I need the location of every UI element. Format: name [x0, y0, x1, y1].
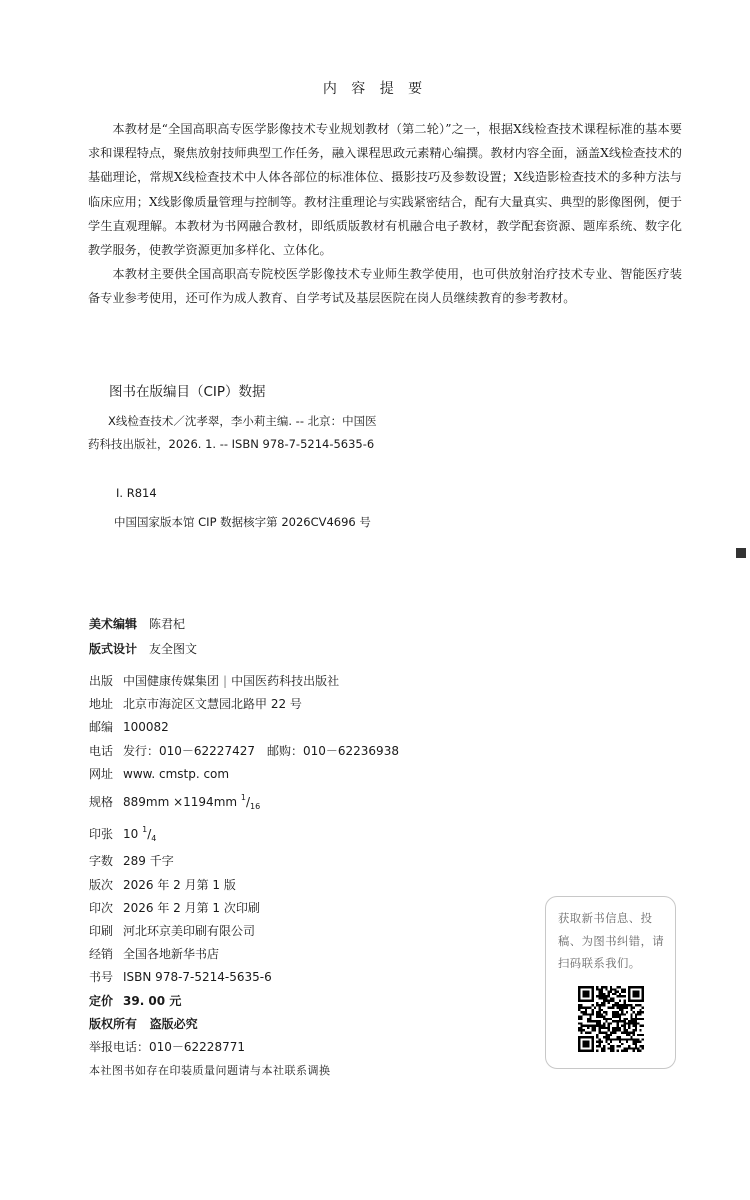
spec-phone: [89, 740, 399, 763]
spec-value: 10: [123, 827, 143, 842]
spec-label: 网址: [89, 766, 114, 781]
spec-value: 289 千字: [123, 854, 174, 869]
fraction-denominator: 16: [250, 802, 261, 812]
spec-label: 印次: [89, 900, 114, 915]
summary-paragraph-2: 本教材主要供全国高职高专院校医学影像技术专业师生教学使用，也可供放射治疗技术专业、智能医疗装备专业参考使用，还可作为成人教育、自学考试及基层医院在岗人员继续教育的参考教材。: [88, 267, 682, 306]
spec-value: ISBN 978-7-5214-5635-6: [123, 970, 272, 985]
summary-paragraph-1: 本教材是“全国高职高专医学影像技术专业规划教材（第二轮）”之一，根据X线检查技术课程标准的基本要求和课程特点，聚焦放射技师典型工作任务，融入课程思政元素精心编撰。教材内容全面，涵盖X线检查技术的基础理论，常规X线检查技术中人体各部位的标准体位、摄影技巧及参数设置；X线造影检查技术的多种方法与临床应用；X线影像质量管理与控制等。教材注重理论与实践紧密结合，配有大量真实、典型的影像图例，便于学生直观理解。本教材为书网融合教材，即纸质版教材有机融合电子教材，教学配套资源、题库系统、数字化教学服务，使教学资源更加多样化、立体化。: [88, 122, 682, 258]
spec-value: 2026 年 2 月第 1 次印刷: [123, 900, 260, 915]
page-title: 内 容 提 要: [322, 81, 428, 97]
edge-square-icon: [736, 548, 746, 558]
spec-isbn: [89, 966, 399, 989]
qr-instruction-text: 获取新书信息、投稿、为图书纠错，请扫码联系我们。: [558, 912, 665, 970]
spec-label: 印张: [89, 827, 114, 842]
spec-printing: [89, 897, 399, 920]
spec-value: 2026 年 2 月第 1 版: [123, 877, 236, 892]
spec-label: 印刷: [89, 924, 114, 939]
spec-label: 邮编: [89, 720, 114, 735]
spec-label: 版次: [89, 877, 114, 892]
publication-specs: [89, 670, 399, 1082]
spec-value: 北京市海淀区文慧园北路甲 22 号: [123, 697, 302, 712]
spec-label: 经销: [89, 947, 114, 962]
spec-website: [89, 763, 399, 786]
website-link[interactable]: www. cmstp. com: [123, 766, 230, 781]
side-edge-mark: [736, 548, 750, 561]
copyright-statement: [89, 1013, 399, 1036]
copyright-value: 盗版必究: [149, 1016, 198, 1031]
credit-art-editor: [89, 612, 197, 637]
spec-label: 电话: [89, 743, 114, 758]
credit-layout: [89, 637, 197, 662]
spec-label: 书号: [89, 970, 114, 985]
credit-value: 陈君杞: [149, 617, 186, 631]
fraction-denominator: 4: [151, 834, 157, 844]
report-phone: 举报电话：010－62228771: [89, 1040, 245, 1055]
fraction-numerator: 1: [142, 825, 148, 835]
fraction-slash: /: [147, 827, 152, 842]
spec-address: [89, 693, 399, 716]
spec-value: 889mm ×1194mm: [123, 795, 241, 810]
spec-value: 河北环京美印刷有限公司: [123, 924, 256, 939]
quality-notice: 本社图书如存在印装质量问题请与本社联系调换: [89, 1064, 331, 1078]
cip-check-number: 中国国家版本馆 CIP 数据核字第 2026CV4696 号: [114, 515, 371, 529]
copyright-label: 版权所有: [89, 1016, 138, 1031]
spec-price: [89, 990, 399, 1013]
spec-postcode: [89, 716, 399, 739]
cip-heading: 图书在版编目（CIP）数据: [109, 384, 266, 400]
fraction-slash: /: [245, 795, 251, 810]
spec-word-count: [89, 850, 399, 873]
spec-value: 中国健康传媒集团: [123, 674, 220, 688]
spec-label: 规格: [89, 795, 114, 810]
cip-record: [88, 410, 378, 456]
spec-format: [89, 786, 399, 818]
spec-value: 全国各地新华书店: [123, 947, 220, 962]
spec-value: 发行：010－62227427 邮购：010－62236938: [123, 743, 399, 758]
spec-label: 定价: [89, 993, 114, 1008]
summary-section: [88, 117, 682, 311]
spec-distributor: [89, 943, 399, 966]
spec-label: 地址: [89, 697, 114, 712]
credits-block: [89, 612, 197, 662]
credit-label: 版式设计: [89, 642, 138, 656]
separator: |: [223, 674, 228, 688]
spec-printer: [89, 920, 399, 943]
credit-value: 友全图文: [149, 642, 198, 656]
spec-label: 字数: [89, 854, 114, 869]
spec-publisher: [89, 670, 399, 693]
qr-contact-card: [545, 896, 676, 1069]
spec-label: 出版: [89, 674, 114, 688]
cip-classification: Ⅰ. R814: [116, 486, 157, 500]
spec-value: 39. 00 元: [123, 993, 182, 1008]
fraction-numerator: 1: [240, 793, 246, 803]
cip-record-text: X线检查技术／沈孝翠，李小莉主编. -- 北京：中国医药科技出版社，2026. 1. -- ISBN 978-7-5214-5635-6: [88, 414, 377, 451]
credit-label: 美术编辑: [89, 617, 138, 631]
spec-value: 中国医药科技出版社: [231, 674, 340, 688]
qr-code-icon[interactable]: [578, 983, 644, 1055]
spec-sheets: [89, 818, 399, 850]
spec-value: 100082: [123, 720, 169, 735]
spec-edition: [89, 874, 399, 897]
